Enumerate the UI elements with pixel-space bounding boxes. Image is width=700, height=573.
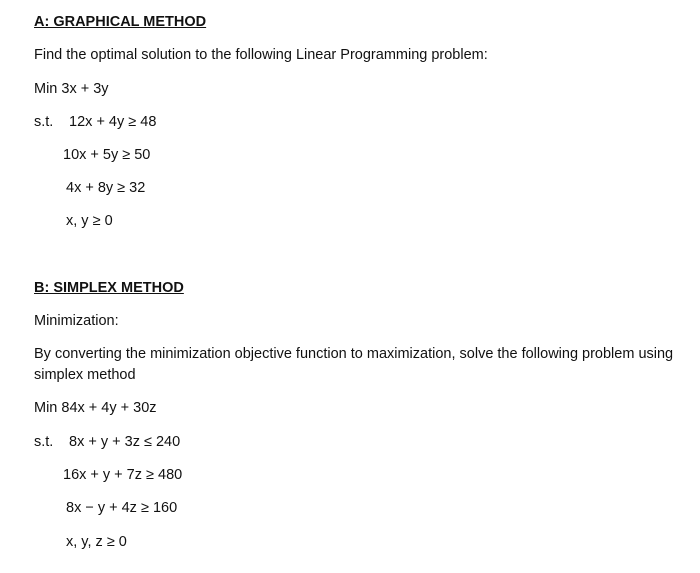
part-a-constraint-4: x, y ≥ 0 — [66, 213, 113, 229]
part-b-subheading: Minimization: — [34, 313, 119, 329]
part-b-constraint-2: 16x + y + 7z ≥ 480 — [63, 467, 183, 483]
part-b-instruction: By converting the minimization objective function to maximization, solve the following problem using simplex method — [34, 346, 674, 383]
part-a-instruction: Find the optimal solution to the following Linear Programming problem: — [34, 47, 488, 63]
part-a-heading: A: GRAPHICAL METHOD — [34, 14, 207, 30]
part-b-objective: Min 84x + 4y + 30z — [34, 400, 157, 416]
part-b-st-label: s.t. — [34, 434, 54, 450]
part-a-constraint-2: 10x + 5y ≥ 50 — [63, 147, 151, 163]
part-b-heading: B: SIMPLEX METHOD — [34, 280, 184, 296]
part-a-constraint-row-1 — [34, 112, 156, 132]
part-a-constraint-3: 4x + 8y ≥ 32 — [66, 180, 146, 196]
part-b-constraint-1: 8x + y + 3z ≤ 240 — [69, 434, 181, 450]
part-b-constraint-3: 8x − y + 4z ≥ 160 — [66, 500, 178, 516]
part-a-objective: Min 3x + 3y — [34, 81, 109, 97]
part-b-constraint-row-1 — [34, 432, 180, 452]
part-a-constraint-1: 12x + 4y ≥ 48 — [69, 114, 157, 130]
part-b-constraint-4: x, y, z ≥ 0 — [66, 534, 127, 550]
part-a-st-label: s.t. — [34, 114, 54, 130]
